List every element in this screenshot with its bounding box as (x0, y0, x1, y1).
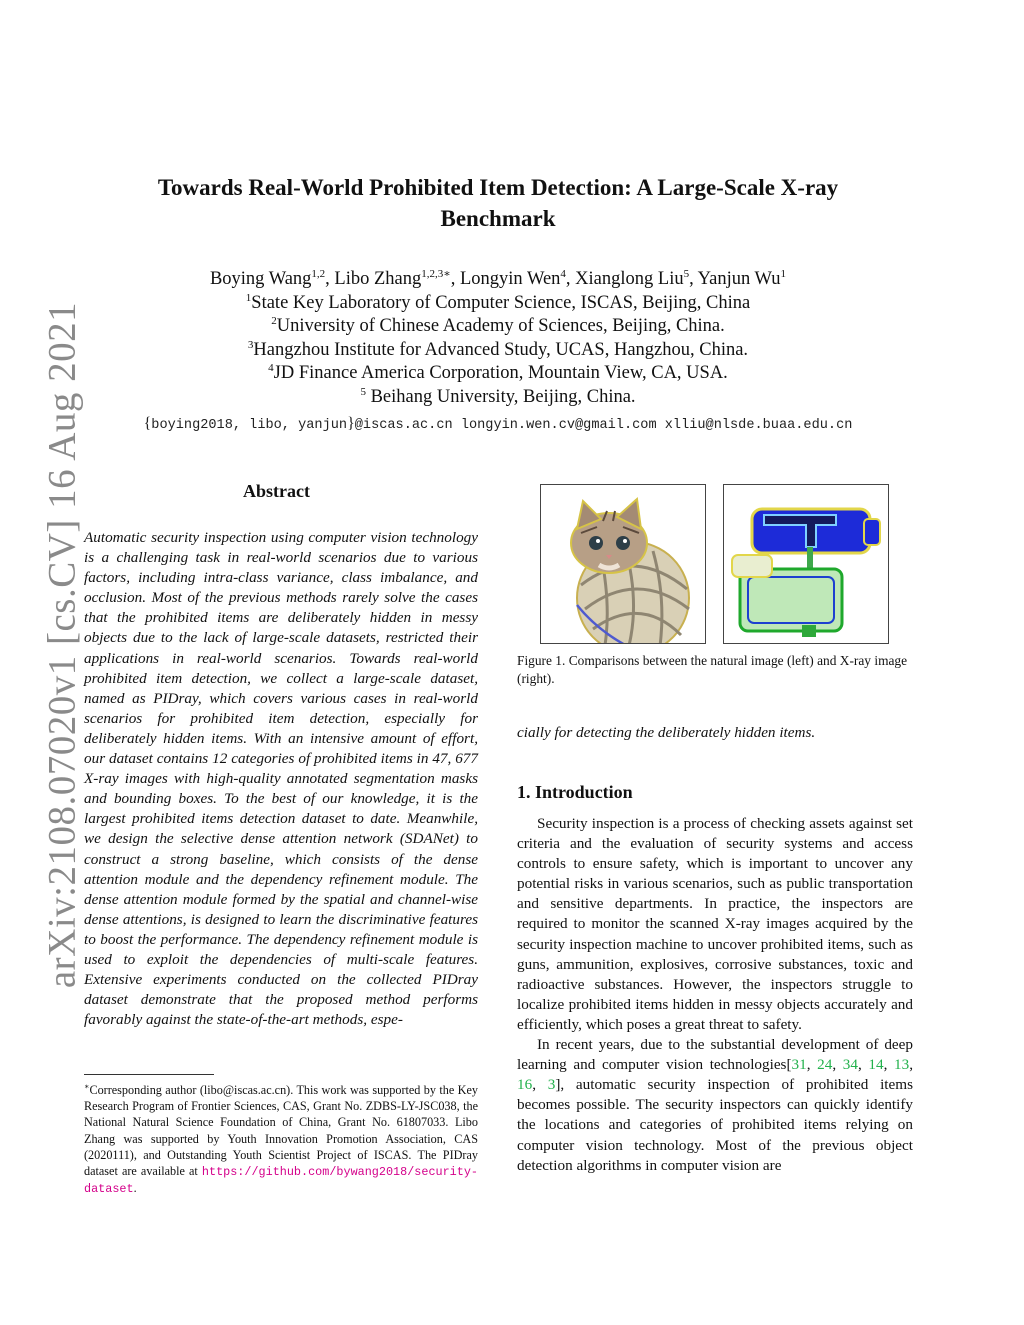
citation-link[interactable]: 24 (817, 1056, 833, 1074)
footnote (84, 1082, 478, 1197)
citation-link[interactable]: 16 (517, 1076, 533, 1094)
affiliation-sup: 4 (268, 362, 274, 374)
intro-paragraph (517, 1035, 913, 1176)
citation-sep: , (909, 1056, 914, 1074)
author-name: , Yanjun Wu (689, 269, 781, 289)
clutter-item (732, 555, 772, 577)
introduction-body (517, 814, 913, 1176)
email-brace-close: } (347, 415, 355, 432)
affiliation-sup: 3 (247, 338, 254, 351)
email-list: @iscas.ac.cn longyin.wen.cv@gmail.com xlliu@nlsde.buaa.edu.cn (354, 418, 853, 433)
intro-paragraph: Security inspection is a process of checking assets against set criteria and the evaluation of security systems and access controls to ensure safety, which is important to uncover any potential risks in various scenarios, such as public transportation and sensitive departments. In practice, the inspectors are required to monitor the scanned X-ray images acquired by the security inspection machine to uncover prohibited items, such as guns, ammunition, explosives, corrosive substances, toxic and radioactive substances. However, the inspectors struggle to localize prohibited items hidden in messy objects accurately and efficiently, which poses a great threat to safety. (517, 815, 913, 1033)
bolt-mask (802, 625, 816, 637)
kitten-eye-glint (596, 539, 600, 543)
affiliation-sup: 1 (245, 291, 252, 304)
affiliation (120, 362, 876, 386)
author-block (120, 268, 876, 409)
abstract-body: Automatic security inspection using computer vision technology is a challenging task in real-world scenarios due to various factors, including intra-class variance, class imbalance, and occlusion. Most of the previous methods rarely solve the cases that the prohibited items are deliberately hidden in messy objects due to the lack of large-scale datasets, restricted their applications in real-world scenarios. Towards real-world prohibited item detection, we collect a large-scale dataset, named as PIDray, which covers various cases in real-world scenarios for prohibited item detection, especially for deliberately hidden items. With an intensive amount of effort, our dataset contains 12 categories of prohibited items in 47, 677 X-ray images with high-quality annotated segmentation masks and bounding boxes. To the best of our knowledge, it is the largest prohibited items detection dataset to date. Meanwhile, we design the selective dense attention network (SDANet) to construct a strong baseline, which consists of the dense attention module and the dependency refinement module. The dense attention module formed by the spatial and channel-wise dense attentions, is designed to learn the discriminative features to boost the performance. The dependency refinement module is used to exploit the dependencies of multi-scale features. Extensive experiments conducted on the collected PIDray dataset demonstrate that the proposed method performs favorably against the state-of-the-art methods, espe- (84, 529, 478, 1029)
citation-link[interactable]: 3 (547, 1076, 556, 1094)
intro-text-run: ], automatic security inspection of prohibited items becomes possible. The security inspectors can quickly identify the locations and categories of prohibited items relying on computer vision technology. Most of the previous object detection algorithms in computer vision are (517, 1076, 913, 1174)
affiliation-text: University of Chinese Academy of Sciences, Beijing, China. (276, 316, 725, 336)
intro-text-run: In recent years, due to the substantial development of deep learning and computer vision technologies[ (517, 1036, 913, 1074)
affiliation-text: Beihang University, Beijing, China. (365, 386, 636, 407)
author-affil-sup: 1,2 (311, 268, 326, 280)
citation-link[interactable]: 34 (842, 1056, 858, 1074)
affiliation-text: JD Finance America Corporation, Mountain View, CA, USA. (273, 363, 728, 383)
author-affil-sup: 5 (683, 268, 690, 280)
paper-title: Towards Real-World Prohibited Item Detection: A Large-Scale X-ray Benchmark (157, 175, 839, 231)
kitten-eye-right (616, 536, 630, 550)
author-affil-sup: 1,2,3∗ (421, 268, 451, 280)
footnote-end: . (133, 1181, 137, 1196)
affiliation-sup: 2 (271, 315, 277, 327)
arxiv-identifier: arXiv:2108.07020v1 [cs.CV] 16 Aug 2021 (40, 301, 84, 989)
xray-illustration (724, 485, 888, 643)
citation-link[interactable]: 31 (791, 1056, 807, 1074)
author-name: , Longyin Wen (450, 269, 561, 289)
author-name: , Libo Zhang (325, 269, 422, 289)
citation-sep: , (857, 1056, 869, 1074)
dataset-link[interactable]: https://github.com/bywang2018/security-dataset (84, 1165, 478, 1197)
abstract-continued: cially for detecting the deliberately hidden items. (517, 724, 816, 741)
abstract-heading: Abstract (243, 481, 310, 501)
footnote-text: Corresponding author (libo@iscas.ac.cn). This work was supported by the Key Research Program of Frontier Sciences, CAS, Grant No. ZDBS-LY-JSC038, the National Natural Science Foundation of China, Grant No. 61807033. Libo Zhang was supported by Youth Innovation Promotion Association, CAS (2020111), and Outstanding Youth Scientist Project of ISCAS. The PIDray dataset are available at (84, 1083, 478, 1179)
citation-link[interactable]: 13 (894, 1056, 910, 1074)
box-mask (740, 569, 842, 631)
figure-natural-image (540, 484, 706, 644)
footnote-rule (84, 1074, 214, 1075)
affiliation (120, 339, 876, 363)
author-affil-sup: 1 (780, 268, 787, 280)
citation-link[interactable]: 14 (868, 1056, 884, 1074)
author-line (120, 268, 876, 292)
author-affil-sup: 4 (560, 268, 566, 280)
introduction-heading: 1. Introduction (517, 782, 633, 802)
author-emails (90, 415, 906, 433)
figure-caption: Figure 1. Comparisons between the natural image (left) and X-ray image (right). (517, 653, 908, 686)
bottle-neck (864, 519, 880, 545)
figure-xray-image (723, 484, 889, 644)
affiliation (120, 386, 876, 410)
affiliation-text: State Key Laboratory of Computer Science, ISCAS, Beijing, China (251, 292, 751, 313)
citation-sep: , (532, 1076, 548, 1094)
citation-sep: , (883, 1056, 895, 1074)
author-name: Boying Wang (209, 269, 312, 289)
citation-sep: , (832, 1056, 843, 1074)
affiliation (120, 292, 876, 316)
kitten-yarn-illustration (541, 485, 705, 643)
footnote-marker: ∗ (84, 1082, 90, 1091)
kitten-eye-glint (623, 539, 627, 543)
affiliation-text: Hangzhou Institute for Advanced Study, UCAS, Hangzhou, China. (253, 339, 749, 360)
email-group: boying2018, libo, yanjun (151, 418, 348, 433)
kitten-eye-left (589, 536, 603, 550)
affiliation-sup: 5 (360, 385, 366, 398)
email-brace-open: { (143, 415, 152, 432)
affiliation (120, 315, 876, 339)
citation-sep: , (806, 1056, 818, 1074)
author-name: , Xianglong Liu (565, 269, 684, 289)
